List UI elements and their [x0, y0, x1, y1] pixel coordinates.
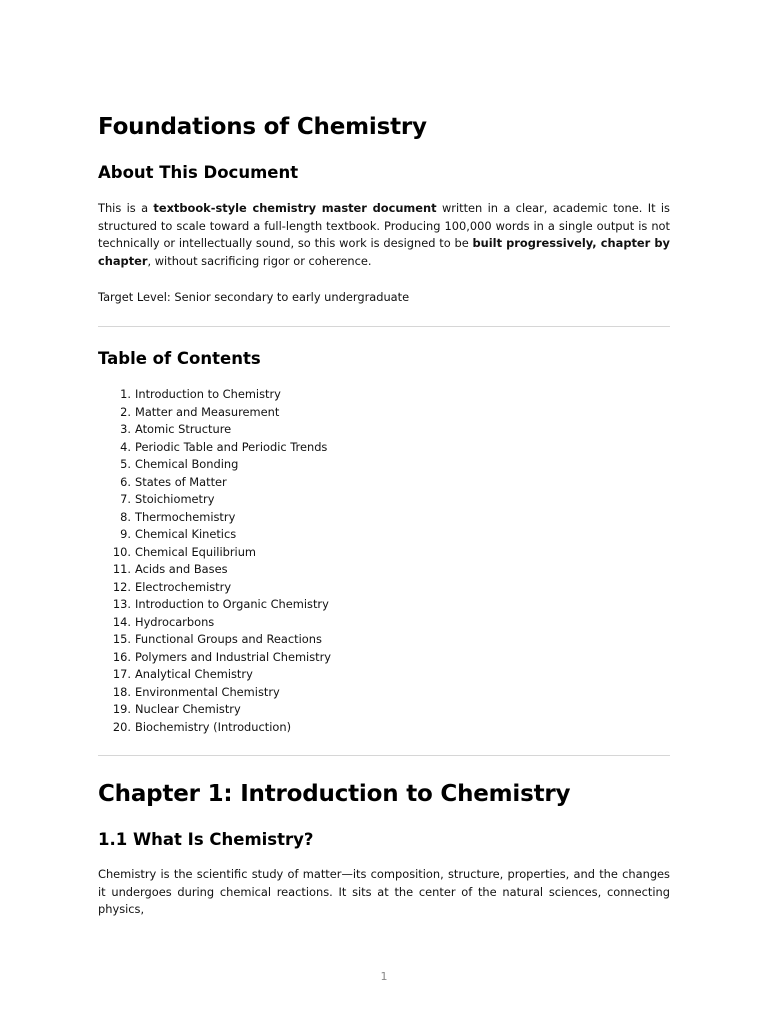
toc-item-number: 17. [112, 667, 131, 681]
divider [98, 755, 670, 756]
toc-item[interactable] [98, 526, 670, 544]
toc-item[interactable] [98, 509, 670, 527]
toc-item-number: 9. [120, 527, 131, 541]
toc-item-label: Periodic Table and Periodic Trends [135, 439, 328, 454]
toc-item-number: 11. [112, 562, 131, 576]
toc-item-label: States of Matter [135, 474, 227, 489]
toc-item-number: 2. [120, 404, 131, 419]
toc-item-label: Thermochemistry [135, 509, 236, 524]
chapter-paragraph: Chemistry is the scientific study of matter—its composition, structure, properties, and the changes it undergoes during chemical reactions. It sits at the center of the natural sciences, connecting physics, [98, 867, 670, 916]
toc-item[interactable] [98, 456, 670, 474]
toc-item[interactable] [98, 701, 670, 719]
toc-item-label: Chemical Kinetics [135, 527, 237, 541]
toc-item[interactable] [98, 404, 670, 422]
table-of-contents [98, 386, 670, 736]
toc-item-label: Biochemistry (Introduction) [135, 719, 292, 734]
toc-item[interactable] [98, 579, 670, 597]
toc-item[interactable] [98, 614, 670, 632]
toc-item-number: 15. [112, 632, 131, 646]
page-number: 1 [380, 970, 388, 983]
toc-item-number: 10. [112, 544, 131, 559]
toc-item[interactable] [98, 386, 670, 404]
toc-item-label: Matter and Measurement [135, 404, 280, 419]
toc-item[interactable] [98, 544, 670, 562]
toc-item-label: Acids and Bases [135, 562, 228, 576]
toc-item[interactable] [98, 421, 670, 439]
toc-item-number: 3. [120, 422, 131, 436]
toc-item[interactable] [98, 649, 670, 667]
toc-item-number: 14. [112, 614, 131, 629]
toc-item-number: 13. [112, 597, 131, 611]
toc-item-label: Electrochemistry [135, 579, 232, 594]
toc-item-number: 12. [112, 579, 131, 594]
section-heading: 1.1 What Is Chemistry? [98, 830, 314, 849]
about-heading: About This Document [98, 163, 299, 182]
toc-item[interactable] [98, 474, 670, 492]
toc-item-label: Hydrocarbons [135, 614, 215, 629]
about-text-1: This is a [98, 201, 154, 215]
toc-item[interactable] [98, 719, 670, 737]
about-bold-1: textbook-style chemistry master document [153, 201, 437, 215]
toc-item-label: Nuclear Chemistry [135, 702, 241, 716]
document-title: Foundations of Chemistry [98, 114, 427, 140]
toc-item-number: 8. [120, 509, 131, 524]
toc-item[interactable] [98, 596, 670, 614]
toc-item-label: Atomic Structure [135, 422, 232, 436]
toc-item-label: Chemical Bonding [135, 457, 239, 471]
toc-heading: Table of Contents [98, 349, 261, 368]
toc-item-number: 16. [112, 649, 131, 664]
toc-item-number: 1. [120, 387, 131, 401]
divider [98, 326, 670, 327]
toc-item-label: Environmental Chemistry [135, 684, 280, 699]
toc-item-label: Stoichiometry [135, 492, 215, 506]
toc-item-number: 6. [120, 474, 131, 489]
about-text-3: , without sacrificing rigor or coherence. [147, 253, 372, 268]
toc-item-number: 5. [120, 457, 131, 471]
chapter-heading: Chapter 1: Introduction to Chemistry [98, 781, 571, 807]
toc-item-number: 19. [112, 702, 131, 716]
toc-item-label: Polymers and Industrial Chemistry [135, 649, 332, 664]
toc-item[interactable] [98, 561, 670, 579]
toc-item[interactable] [98, 631, 670, 649]
toc-item-label: Analytical Chemistry [135, 667, 253, 681]
about-paragraph [98, 200, 670, 270]
toc-item[interactable] [98, 666, 670, 684]
toc-item-label: Introduction to Organic Chemistry [135, 597, 329, 611]
about-bold-2: built progressively, chapter by chapter [98, 236, 670, 268]
toc-item-number: 20. [112, 719, 131, 734]
toc-item[interactable] [98, 491, 670, 509]
toc-item-label: Introduction to Chemistry [135, 387, 281, 401]
about-text-2: written in a clear, academic tone. It is structured to scale toward a full-length textbook. Producing 100,000 words in a single output is not technically or intellectually sound, so this work is designed to be [98, 201, 670, 250]
toc-item-number: 7. [120, 492, 131, 506]
toc-item[interactable] [98, 684, 670, 702]
target-level: Target Level: Senior secondary to early undergraduate [98, 290, 410, 304]
toc-item-label: Functional Groups and Reactions [135, 632, 322, 646]
toc-item-number: 18. [112, 684, 131, 699]
toc-item-number: 4. [120, 439, 131, 454]
toc-item-label: Chemical Equilibrium [135, 544, 257, 559]
toc-item[interactable] [98, 439, 670, 457]
